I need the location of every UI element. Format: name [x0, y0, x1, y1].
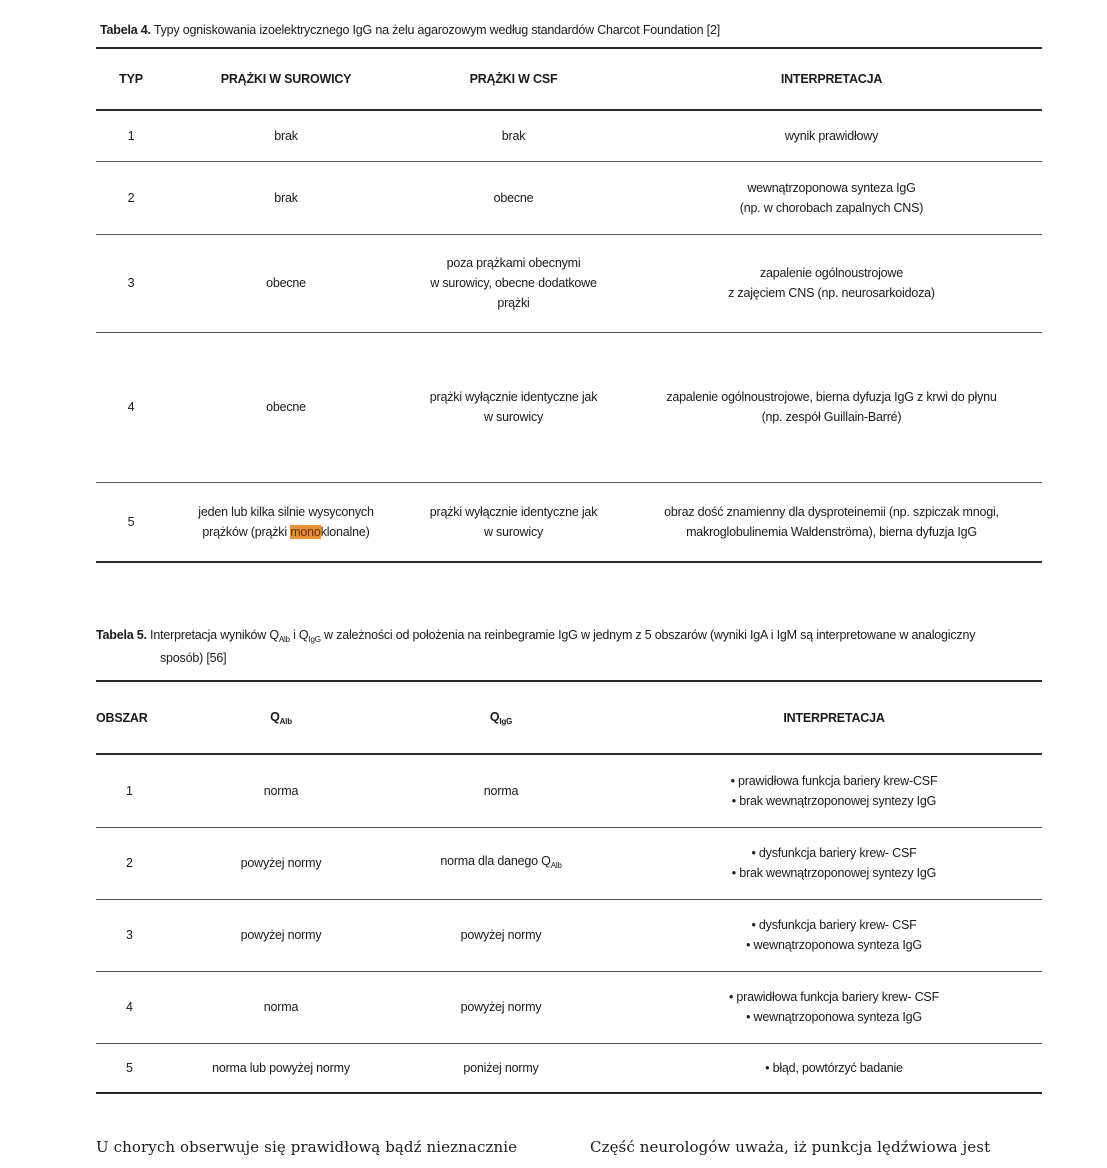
table5-interp-cell: • prawidłowa funkcja bariery krew- CSF • wewnątrzoponowa synteza IgG	[728, 990, 940, 1024]
table4-interp-cell: obraz dość znamienny dla dysproteinemii (np. szpiczak mnogi, makroglobulinemia Waldenströma), bierna dyfuzja IgG	[664, 504, 999, 539]
table-row	[96, 110, 1042, 161]
table5-interp-cell: • błąd, powtórzyć badanie	[765, 1060, 903, 1075]
table5-qigg-cell: norma	[483, 783, 519, 798]
table4-interp-cell: wewnątrzoponowa synteza IgG (np. w chorobach zapalnych CNS)	[739, 180, 924, 215]
table4-typ-cell: 3	[127, 276, 135, 290]
table-row	[96, 827, 1042, 899]
table4-typ-cell: 4	[127, 400, 135, 414]
table5-caption-label: Tabela 5.	[96, 628, 147, 642]
table5-qigg-cell: powyżej normy	[460, 928, 542, 942]
table4-serum-cell: obecne	[266, 276, 306, 290]
table-row	[96, 754, 1042, 827]
table5-qalb-cell: norma lub powyżej normy	[212, 1060, 350, 1075]
table5-header-qalb: $Q_{Alb}$	[270, 709, 292, 726]
table4-caption-text: Typy ogniskowania izoelektrycznego IgG na żelu agarozowym według standardów Charcot Foundation [2]	[150, 23, 720, 37]
table5-header-obszar: OBSZAR	[96, 710, 148, 725]
table-row	[96, 1043, 1042, 1093]
table4-header-interp: INTERPRETACJA	[780, 72, 883, 86]
table4-header-serum: PRĄŻKI W SUROWICY	[220, 72, 352, 86]
table5-interp-cell: • dysfunkcja bariery krew- CSF • brak wewnątrzoponowej syntezy IgG	[731, 846, 937, 880]
table5-qalb-cell: norma	[263, 1000, 299, 1014]
table5	[96, 680, 1042, 1094]
table4-typ-cell: 2	[127, 190, 135, 205]
table5-obszar-cell: 2	[126, 856, 133, 870]
table5-caption-line2: sposób) [56]	[160, 651, 227, 665]
table-row	[96, 971, 1042, 1043]
table4-csf-cell: prążki wyłącznie identyczne jak w surowicy	[429, 504, 598, 539]
table5-header-interp: INTERPRETACJA	[783, 710, 885, 725]
table-row	[96, 161, 1042, 234]
table5-qigg-cell: norma dla danego $Q_{Alb}$	[440, 853, 562, 870]
table4-interp-cell: zapalenie ogólnoustrojowe z zajęciem CNS (np. neurosarkoidoza)	[728, 266, 935, 300]
table4-csf-cell: poza prążkami obecnymi w surowicy, obecne dodatkowe prążki	[430, 256, 597, 310]
body-text-left-column: U chorych obserwuje się prawidłową bądź nieznacznie	[96, 1138, 518, 1156]
table5-obszar-cell: 5	[126, 1060, 133, 1075]
table4-serum-cell: obecne	[266, 400, 306, 414]
table4-csf-cell: prążki wyłącznie identyczne jak w surowicy	[429, 390, 598, 424]
table5-header-qigg: $Q_{IgG}$	[489, 709, 513, 726]
table-row	[96, 899, 1042, 971]
table4-typ-cell: 1	[127, 128, 135, 143]
body-text-right-column: Część neurologów uważa, iż punkcja lędźwiowa jest	[590, 1138, 991, 1156]
table-row	[96, 482, 1042, 562]
table4-csf-cell: obecne	[493, 190, 534, 205]
table5-obszar-cell: 1	[126, 783, 133, 798]
table5-interp-cell: • prawidłowa funkcja bariery krew-CSF • brak wewnątrzoponowej syntezy IgG	[730, 773, 938, 808]
table5-obszar-cell: 3	[126, 928, 133, 942]
table5-header-row	[96, 681, 1042, 754]
table-row	[96, 332, 1042, 482]
table4	[96, 47, 1042, 563]
table-row	[96, 234, 1042, 332]
table4-interp-cell: wynik prawidłowy	[784, 128, 879, 143]
table4-caption-label: Tabela 4.	[100, 23, 151, 37]
table4-header-csf: PRĄŻKI W CSF	[469, 72, 558, 86]
table4-caption	[100, 21, 1060, 39]
table4-serum-cell: brak	[274, 190, 298, 205]
table5-qalb-cell: norma	[263, 783, 299, 798]
table4-serum-cell: brak	[274, 128, 298, 143]
table4-typ-cell: 5	[127, 514, 135, 529]
table5-qalb-cell: powyżej normy	[240, 928, 322, 942]
highlighted-text: mono	[290, 524, 321, 539]
table5-interp-cell: • dysfunkcja bariery krew- CSF • wewnątrzoponowa synteza IgG	[746, 918, 922, 952]
table4-csf-cell: brak	[501, 128, 526, 143]
table4-header-typ: TYP	[119, 72, 143, 86]
table5-obszar-cell: 4	[126, 1000, 133, 1014]
table5-qigg-cell: poniżej normy	[463, 1060, 539, 1075]
table5-qalb-cell: powyżej normy	[240, 856, 322, 870]
table4-interp-cell: zapalenie ogólnoustrojowe, bierna dyfuzja IgG z krwi do płynu (np. zespół Guillain-Barré)	[666, 390, 997, 424]
table5-qigg-cell: powyżej normy	[460, 1000, 542, 1014]
table4-serum-cell: jeden lub kilka silnie wysyconych prążków (prążki monoklonalne)	[198, 504, 374, 539]
table4-header-row	[96, 48, 1042, 110]
table5-caption: Tabela 5. Interpretacja wyników $Q_{Alb}$ i $Q_{IgG}$ w zależności od położenia na reinbegramie IgG w jednym z 5 obszarów (wyniki IgA i IgM są interpretowane w analogiczny sposób) [56]	[96, 628, 976, 665]
